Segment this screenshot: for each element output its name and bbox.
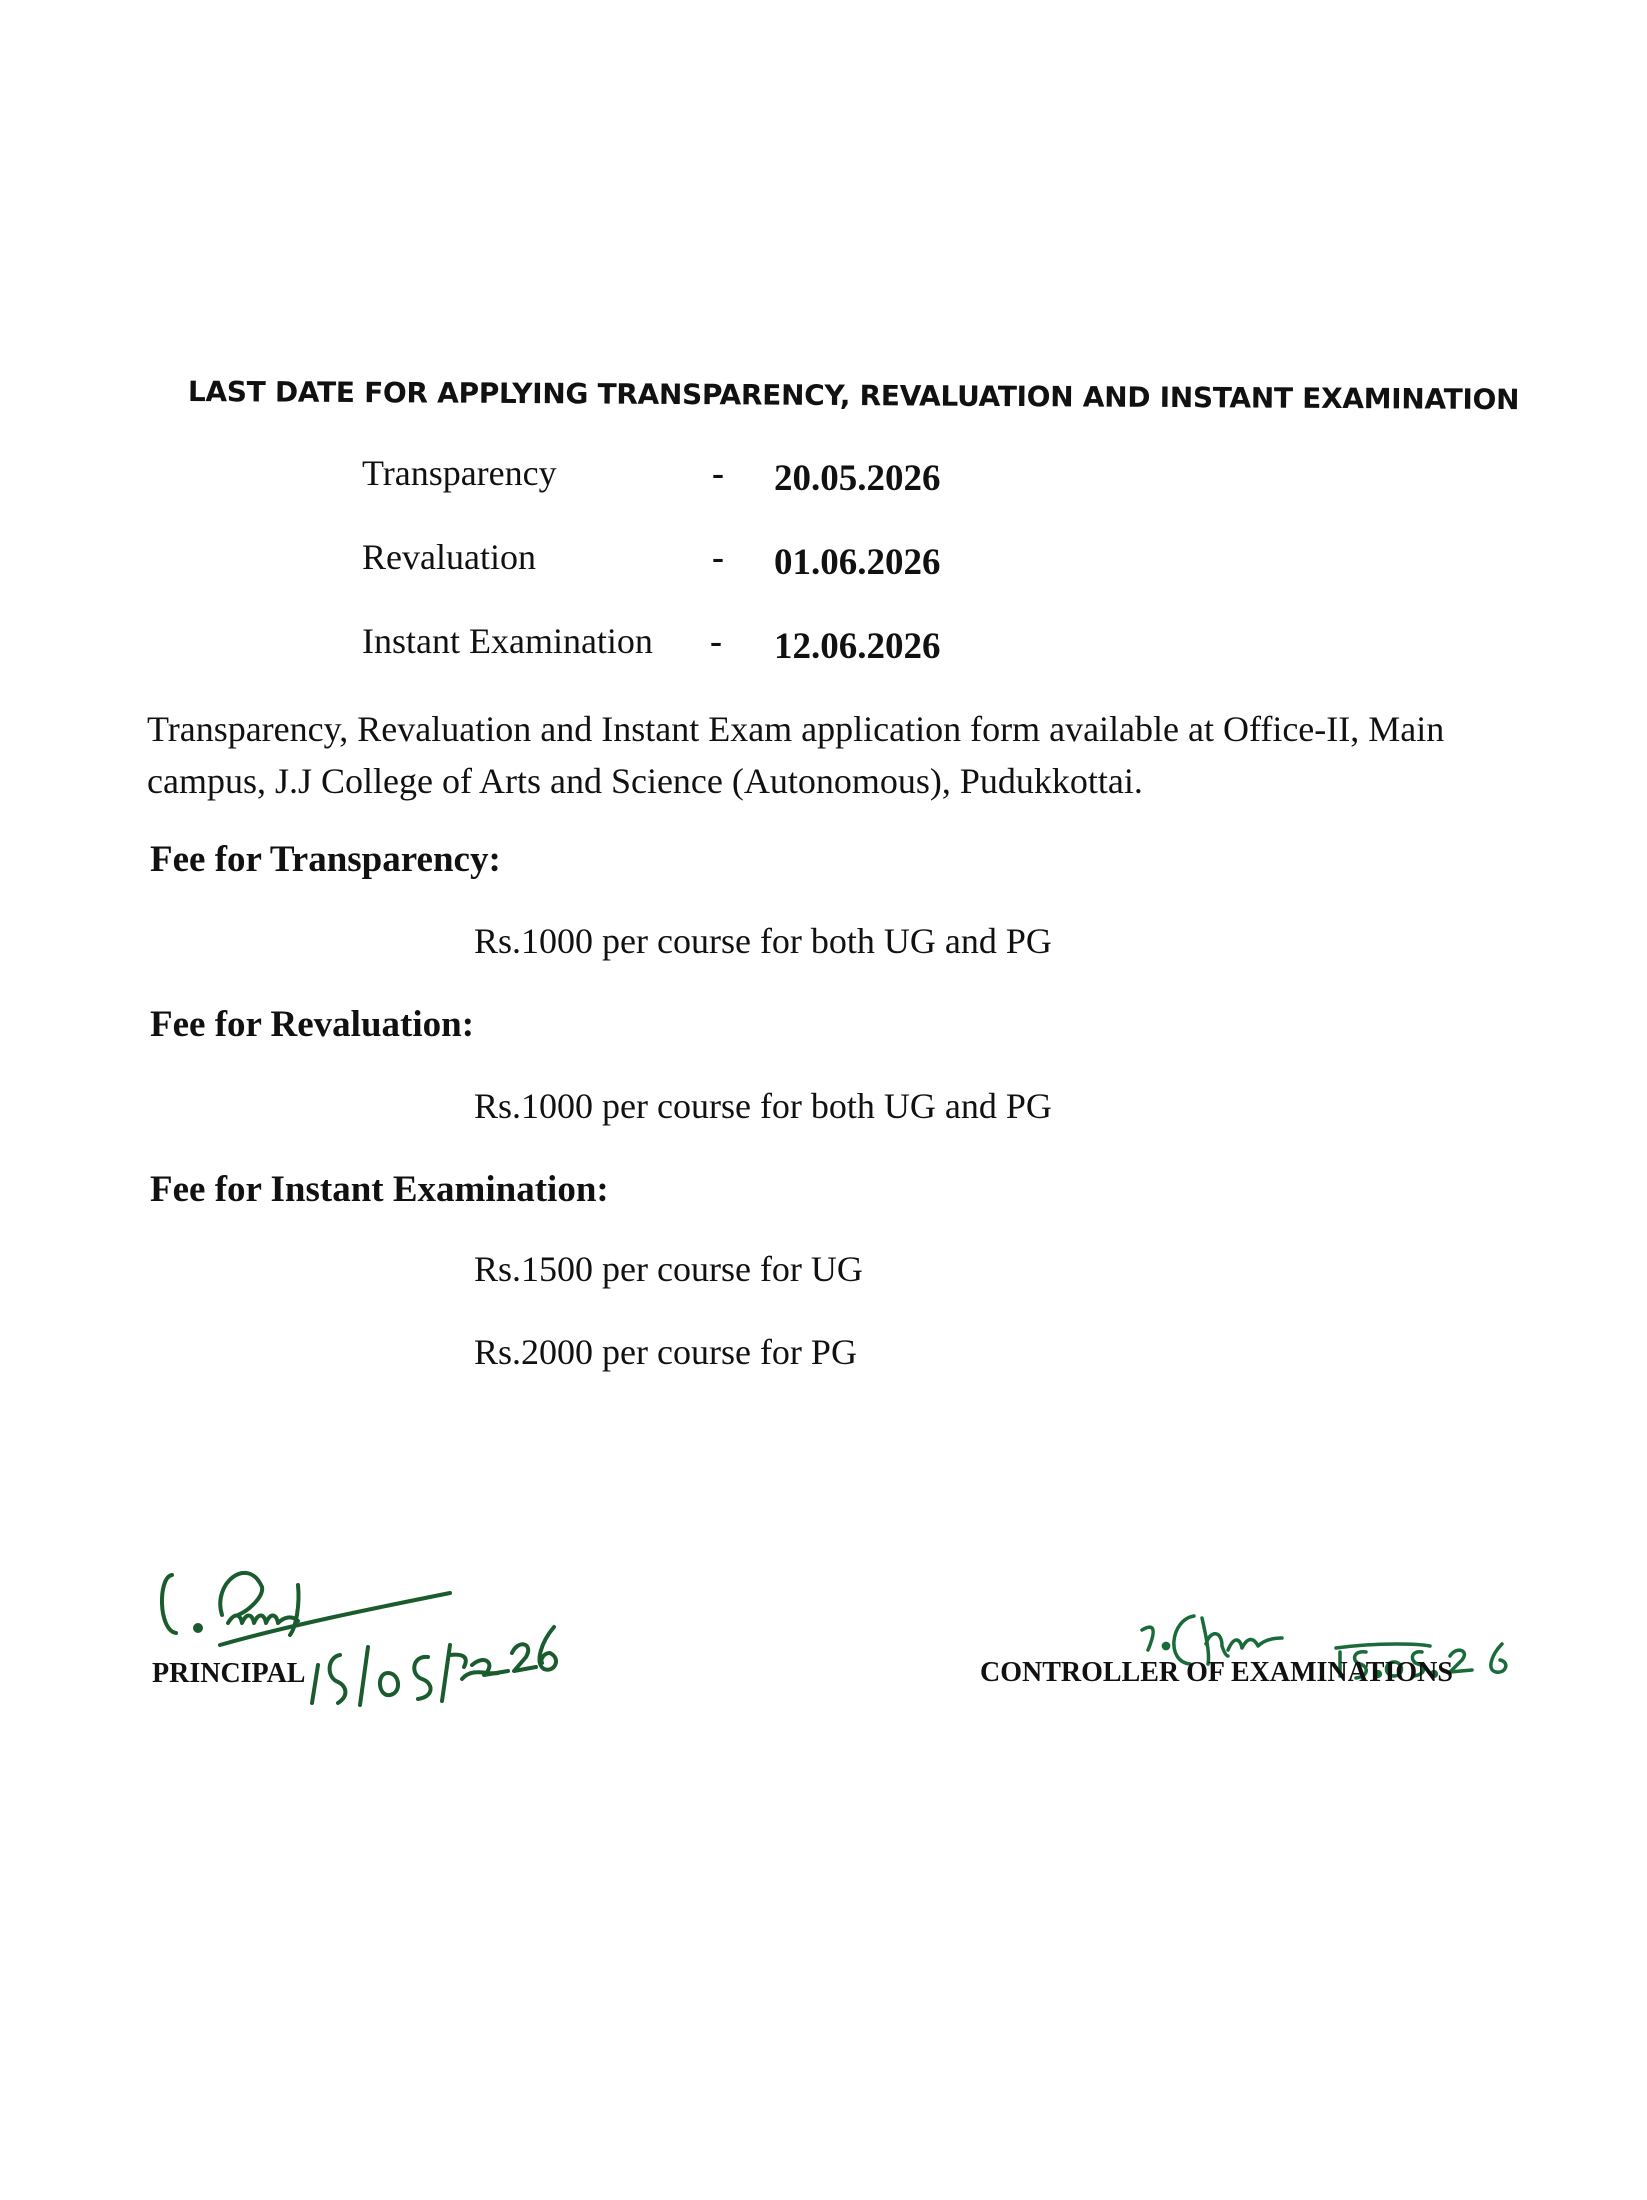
date-value: 20.05.2026	[774, 458, 941, 499]
date-label: Transparency	[362, 453, 557, 493]
date-label: Instant Examination	[362, 621, 653, 661]
fee-heading-revaluation: Fee for Revaluation:	[150, 1004, 475, 1045]
fee-heading-transparency: Fee for Transparency:	[150, 839, 501, 880]
controller-signature-image	[1130, 1600, 1530, 1710]
fee-line: Rs.1500 per course for UG	[474, 1249, 863, 1289]
notice-heading: LAST DATE FOR APPLYING TRANSPARENCY, REVALUATION AND INSTANT EXAMINATION	[187, 375, 1520, 417]
fee-line: Rs.2000 per course for PG	[474, 1332, 857, 1372]
fee-line: Rs.1000 per course for both UG and PG	[474, 921, 1052, 961]
date-value: 12.06.2026	[774, 626, 941, 667]
date-separator: -	[712, 453, 724, 493]
fee-heading-instant-examination: Fee for Instant Examination:	[150, 1169, 609, 1210]
date-label: Revaluation	[362, 537, 536, 577]
date-separator: -	[712, 537, 724, 577]
date-separator: -	[710, 621, 722, 661]
principal-title: PRINCIPAL	[152, 1658, 306, 1689]
fee-line: Rs.1000 per course for both UG and PG	[474, 1086, 1052, 1126]
controller-title: CONTROLLER OF EXAMINATIONS	[980, 1657, 1453, 1688]
date-value: 01.06.2026	[774, 542, 941, 583]
intro-paragraph: Transparency, Revaluation and Instant Exam application form available at Office-II, Main campus, J.J College of Arts and Science (Autonomous), Pudukkottai.	[147, 709, 1445, 801]
